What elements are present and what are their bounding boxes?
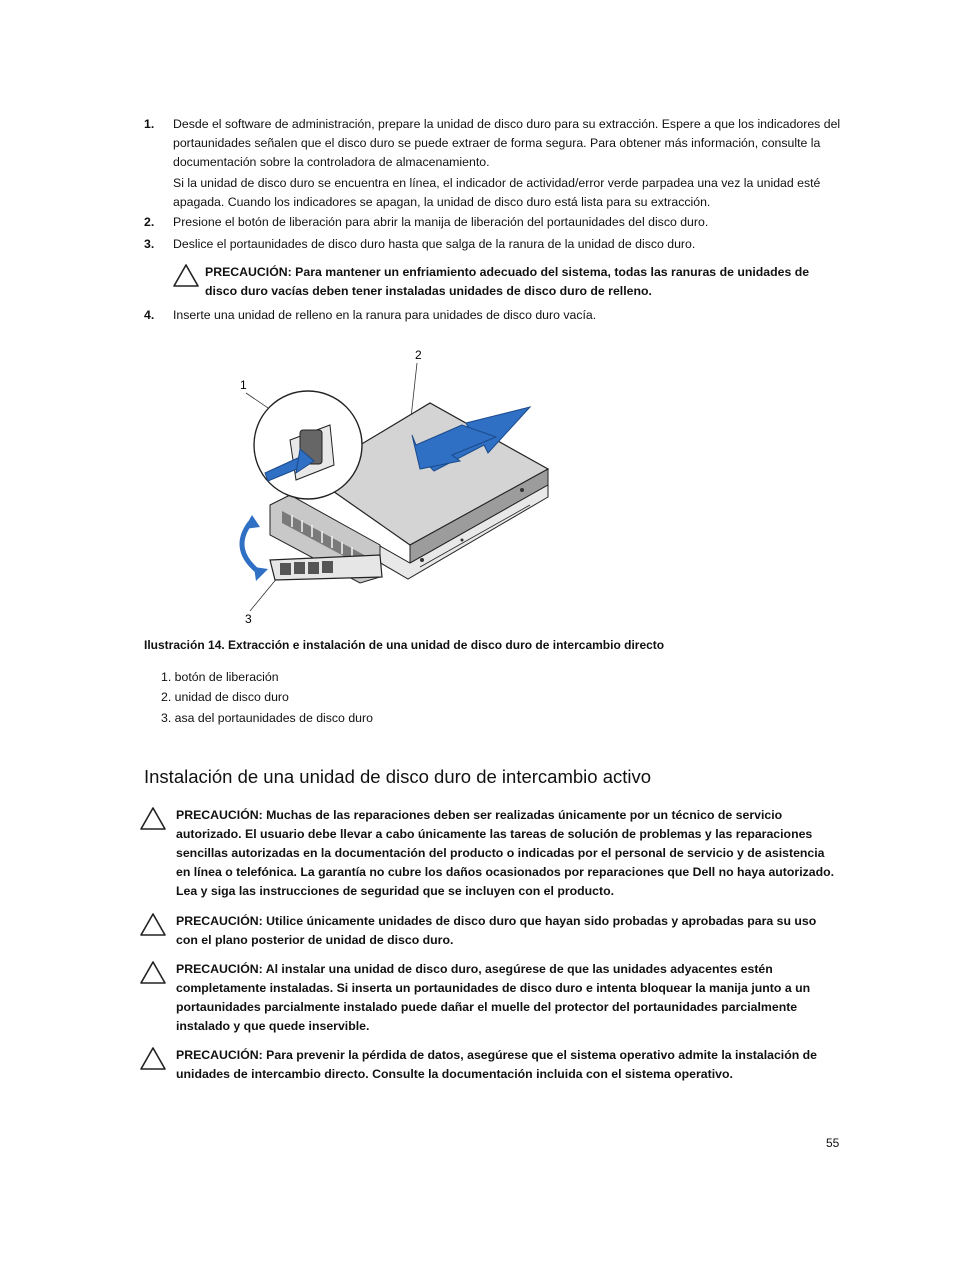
- step-number: 2.: [144, 215, 155, 229]
- callout-1: 1: [240, 378, 247, 392]
- step-text: Desde el software de administración, prepare la unidad de disco duro para su extracción. Espere a que los indicadores del portaunidades señalen que el disco duro se puede extraer de forma segura. Para obtener más información, consulte la documentación sobre la controladora de almacenamiento.: [173, 117, 841, 169]
- carrier-handle: [270, 555, 382, 580]
- callout-2: 2: [415, 348, 422, 362]
- step-number: 4.: [144, 308, 155, 322]
- caution-text: PRECAUCIÓN: Para prevenir la pérdida de datos, asegúrese que el sistema operativo admite la instalación de unidades de intercambio directo. Consulte la documentación incluida con el sistema operativo.: [176, 1048, 818, 1081]
- caution-text: PRECAUCIÓN: Utilice únicamente unidades de disco duro que hayan sido probadas y aprobadas para su uso con el plano posterior de unidad de disco duro.: [176, 914, 817, 947]
- caution-triangle-icon: [139, 1046, 167, 1072]
- step-text: Deslice el portaunidades de disco duro hasta que salga de la ranura de la unidad de disco duro.: [173, 237, 696, 251]
- handle-rotation-arrow: [242, 515, 268, 581]
- caution-triangle-icon: [139, 912, 167, 938]
- step-number: 1.: [144, 117, 155, 131]
- legend-item: 1. botón de liberación: [161, 670, 279, 684]
- caution-triangle-icon: [139, 806, 167, 832]
- legend-item: 2. unidad de disco duro: [161, 690, 289, 704]
- caution-text: PRECAUCIÓN: Muchas de las reparaciones deben ser realizadas únicamente por un técnico de servicio autorizado. El usuario debe llevar a cabo únicamente las tareas de solución de problemas y las reparaciones sencillas autorizadas en la documentación del producto o indicadas por el personal de servicio y de asistencia en línea o telefónica. La garantía no cubre los daños ocasionados por reparaciones que Dell no haya autorizado. Lea y siga las instrucciones de seguridad que se incluyen con el producto.: [176, 808, 835, 898]
- step-text: Inserte una unidad de relleno en la ranura para unidades de disco duro vacía.: [173, 308, 597, 322]
- caution-triangle-icon: [139, 960, 167, 986]
- figure-caption: Ilustración 14. Extracción e instalación de una unidad de disco duro de intercambio directo: [144, 638, 665, 652]
- step-number: 3.: [144, 237, 155, 251]
- release-button-detail: [254, 391, 362, 499]
- caution-text: PRECAUCIÓN: Para mantener un enfriamiento adecuado del sistema, todas las ranuras de unidades de disco duro vacías deben tener instaladas unidades de disco duro de relleno.: [205, 265, 810, 298]
- step-note: Si la unidad de disco duro se encuentra en línea, el indicador de actividad/error verde parpadea una vez la unidad esté apagada. Cuando los indicadores se apagan, la unidad de disco duro está lista para su extracción.: [173, 176, 821, 209]
- page-number: 55: [826, 1136, 840, 1150]
- section-heading: Instalación de una unidad de disco duro de intercambio activo: [144, 766, 652, 787]
- legend-item: 3. asa del portaunidades de disco duro: [161, 711, 373, 725]
- caution-text: PRECAUCIÓN: Al instalar una unidad de disco duro, asegúrese de que las unidades adyacentes estén completamente instaladas. Si inserta un portaunidades de disco duro e intenta bloquear la manija junto a un portaunidades parcialmente instalado puede dañar el muelle del protector del portaunidades parcialmente instalado y que quede inservible.: [176, 962, 811, 1033]
- hard-drive-removal-figure: [230, 345, 560, 630]
- step-text: Presione el botón de liberación para abrir la manija de liberación del portaunidades del disco duro.: [173, 215, 709, 229]
- callout-3: 3: [245, 612, 252, 626]
- caution-triangle-icon: [172, 263, 200, 289]
